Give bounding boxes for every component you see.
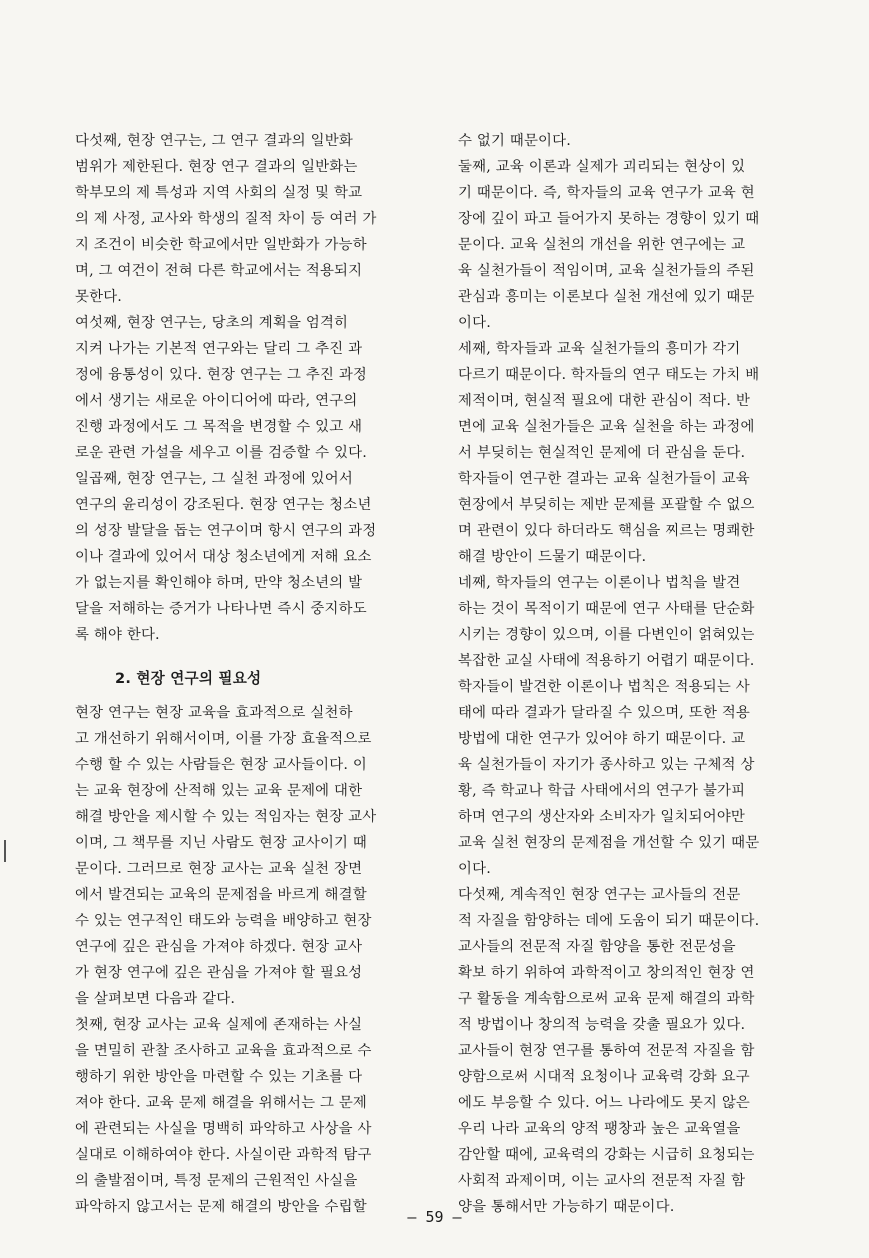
text-line: 첫째, 현장 교사는 교육 실제에 존재하는 사실	[75, 1017, 363, 1033]
text-line: 현장 연구는 현장 교육을 효과적으로 실천하	[75, 705, 353, 721]
text-line: 범위가 제한된다. 현장 연구 결과의 일반화는	[75, 159, 358, 175]
text-line: 교육 실천 현장의 문제점을 개선할 수 있기 때문	[458, 835, 760, 851]
text-line: 적 방법이나 창의적 능력을 갖출 필요가 있다.	[458, 1017, 746, 1033]
text-line: 확보 하기 위하여 과학적이고 창의적인 현장 연	[458, 965, 755, 981]
text-line: 다르기 때문이다. 학자들의 연구 태도는 가치 배	[458, 367, 760, 383]
text-line: 을 살펴보면 다음과 같다.	[75, 991, 236, 1007]
paragraph-necessity-intro	[75, 700, 420, 1012]
text-line: 행하기 위한 방안을 마련할 수 있는 기초를 다	[75, 1069, 363, 1085]
text-line: 여섯째, 현장 연구는, 당초의 계획을 엄격히	[75, 315, 349, 331]
text-line: 현장에서 부딪히는 제반 문제를 포괄할 수 없으	[458, 497, 755, 513]
text-line: 육 실천가들이 적임이며, 교육 실천가들의 주된	[458, 263, 755, 279]
text-line: 다섯째, 계속적인 현장 연구는 교사들의 전문	[458, 887, 741, 903]
paragraph-sixth-flexibility	[75, 310, 420, 466]
right-column	[458, 128, 803, 1220]
text-line: 문이다. 교육 실천의 개선을 위한 연구에는 교	[458, 237, 746, 253]
text-line: 에 관련되는 사실을 명백히 파악하고 사상을 사	[75, 1121, 372, 1137]
text-line: 양함으로써 시대적 요청이나 교육력 강화 요구	[458, 1069, 750, 1085]
text-line: 며 관련이 있다 하더라도 핵심을 찌르는 명쾌한	[458, 523, 755, 539]
text-line: 연구에 깊은 관심을 가져야 하겠다. 현장 교사	[75, 939, 363, 955]
text-line: 의 성장 발달을 돕는 연구이며 항시 연구의 과정	[75, 523, 377, 539]
text-line: 에서 생기는 새로운 아이디어에 따라, 연구의	[75, 393, 358, 409]
text-line: 가 없는지를 확인해야 하며, 만약 청소년의 발	[75, 575, 363, 591]
text-line: 정에 융통성이 있다. 현장 연구는 그 추진 과정	[75, 367, 368, 383]
text-line: 방법에 대한 연구가 있어야 하기 때문이다. 교	[458, 731, 746, 747]
text-line: 이나 결과에 있어서 대상 청소년에게 저해 요소	[75, 549, 372, 565]
text-line: 수행 할 수 있는 사람들은 현장 교사들이다. 이	[75, 757, 368, 773]
text-line: 을 면밀히 관찰 조사하고 교육을 효과적으로 수	[75, 1043, 372, 1059]
text-line: 면에 교육 실천가들은 교육 실천을 하는 과정에	[458, 419, 755, 435]
text-line: 네째, 학자들의 연구는 이론이나 법칙을 발견	[458, 575, 741, 591]
paragraph-fifth-reason	[458, 882, 803, 1220]
text-line: 교사들의 전문적 자질 함양을 통한 전문성을	[458, 939, 736, 955]
paragraph-fifth-limits	[75, 128, 420, 310]
text-line: 사회적 과제이며, 이는 교사의 전문적 자질 함	[458, 1173, 746, 1189]
text-line: 둘째, 교육 이론과 실제가 괴리되는 현상이 있	[458, 159, 746, 175]
text-line: 적 자질을 함양하는 데에 도움이 되기 때문이다.	[458, 913, 760, 929]
text-line: 관심과 흥미는 이론보다 실천 개선에 있기 때문	[458, 289, 755, 305]
text-line: 록 해야 한다.	[75, 627, 160, 643]
text-line: 감안할 때에, 교육력의 강화는 시급히 요청되는	[458, 1147, 755, 1163]
text-line: 이다.	[458, 861, 491, 877]
text-line: 우리 나라 교육의 양적 팽창과 높은 교육열을	[458, 1121, 741, 1137]
text-line: 학부모의 제 특성과 지역 사회의 실정 및 학교	[75, 185, 363, 201]
text-line: 연구의 윤리성이 강조된다. 현장 연구는 청소년	[75, 497, 372, 513]
text-line: 는 교육 현장에 산적해 있는 교육 문제에 대한	[75, 783, 363, 799]
text-line: 태에 따라 결과가 달라질 수 있으며, 또한 적용	[458, 705, 751, 721]
margin-mark	[4, 840, 6, 862]
text-line: 장에 깊이 파고 들어가지 못하는 경향이 있기 때	[458, 211, 760, 227]
text-line: 이다.	[458, 315, 491, 331]
text-line: 다섯째, 현장 연구는, 그 연구 결과의 일반화	[75, 133, 353, 149]
text-line: 육 실천가들이 자기가 종사하고 있는 구체적 상	[458, 757, 755, 773]
left-column	[75, 128, 420, 1220]
text-line: 수 있는 연구적인 태도와 능력을 배양하고 현장	[75, 913, 372, 929]
text-line: 의 출발점이며, 특정 문제의 근원적인 사실을	[75, 1173, 358, 1189]
text-line: 일곱째, 현장 연구는, 그 실천 과정에 있어서	[75, 471, 353, 487]
text-line: 며, 그 여건이 전혀 다른 학교에서는 적용되지	[75, 263, 363, 279]
text-line: 문이다. 그러므로 현장 교사는 교육 실천 장면	[75, 861, 363, 877]
text-line: 서 부딪히는 현실적인 문제에 더 관심을 둔다.	[458, 445, 746, 461]
text-line: 에서 발견되는 교육의 문제점을 바르게 해결할	[75, 887, 367, 903]
text-line: 하며 연구의 생산자와 소비자가 일치되어야만	[458, 809, 746, 825]
paragraph-first-reason	[75, 1012, 420, 1220]
text-line: 의 제 사정, 교사와 학생의 질적 차이 등 여러 가	[75, 211, 377, 227]
text-line: 제적이며, 현실적 필요에 대한 관심이 적다. 반	[458, 393, 751, 409]
text-line: 시키는 경향이 있으며, 이를 다변인이 얽혀있는	[458, 627, 755, 643]
text-line: 학자들이 연구한 결과는 교육 실천가들이 교육	[458, 471, 750, 487]
text-line: 에도 부응할 수 있다. 어느 나라에도 못지 않은	[458, 1095, 751, 1111]
text-line: 로운 관련 가설을 세우고 이를 검증할 수 있다.	[75, 445, 368, 461]
text-line: 하는 것이 목적이기 때문에 연구 사태를 단순화	[458, 601, 755, 617]
paragraph-third-reason	[458, 336, 803, 570]
text-line: 고 개선하기 위해서이며, 이를 가장 효율적으로	[75, 731, 372, 747]
text-line: 이며, 그 책무를 지닌 사람도 현장 교사이기 때	[75, 835, 368, 851]
section-heading: 2. 현장 연구의 필요성	[115, 670, 262, 687]
text-line: 지켜 나가는 기본적 연구와는 달리 그 추진 과	[75, 341, 363, 357]
text-line: 복잡한 교실 사태에 적용하기 어렵기 때문이다.	[458, 653, 755, 669]
paragraph-seventh-ethics	[75, 466, 420, 648]
text-line: 달을 저해하는 증거가 나타나면 즉시 중지하도	[75, 601, 367, 617]
text-line: 져야 한다. 교육 문제 해결을 위해서는 그 문제	[75, 1095, 368, 1111]
text-line: 가 현장 연구에 깊은 관심을 가져야 할 필요성	[75, 965, 363, 981]
text-line: 기 때문이다. 즉, 학자들의 교육 연구가 교육 현	[458, 185, 755, 201]
text-line: 파악하지 않고서는 문제 해결의 방안을 수립할	[75, 1199, 367, 1215]
text-line: 못한다.	[75, 289, 123, 305]
paragraph-first-reason-cont	[458, 128, 803, 154]
text-line: 수 없기 때문이다.	[458, 133, 572, 149]
text-line: 구 활동을 계속함으로써 교육 문제 해결의 과학	[458, 991, 755, 1007]
paragraph-second-reason	[458, 154, 803, 336]
text-line: 교사들이 현장 연구를 통하여 전문적 자질을 함	[458, 1043, 755, 1059]
text-line: 양을 통해서만 가능하기 때문이다.	[458, 1199, 675, 1215]
text-line: 지 조건이 비슷한 학교에서만 일반화가 가능하	[75, 237, 367, 253]
text-line: 학자들이 발견한 이론이나 법칙은 적용되는 사	[458, 679, 750, 695]
text-line: 실대로 이해하여야 한다. 사실이란 과학적 탐구	[75, 1147, 372, 1163]
paragraph-fourth-reason	[458, 570, 803, 882]
text-line: 진행 과정에서도 그 목적을 변경할 수 있고 새	[75, 419, 363, 435]
text-line: 해결 방안이 드물기 때문이다.	[458, 549, 647, 565]
page-number: — 59 —	[407, 1208, 462, 1226]
text-line: 해결 방안을 제시할 수 있는 적임자는 현장 교사	[75, 809, 377, 825]
text-line: 황, 즉 학교나 학급 사태에서의 연구가 불가피	[458, 783, 746, 799]
text-line: 세째, 학자들과 교육 실천가들의 흥미가 각기	[458, 341, 741, 357]
